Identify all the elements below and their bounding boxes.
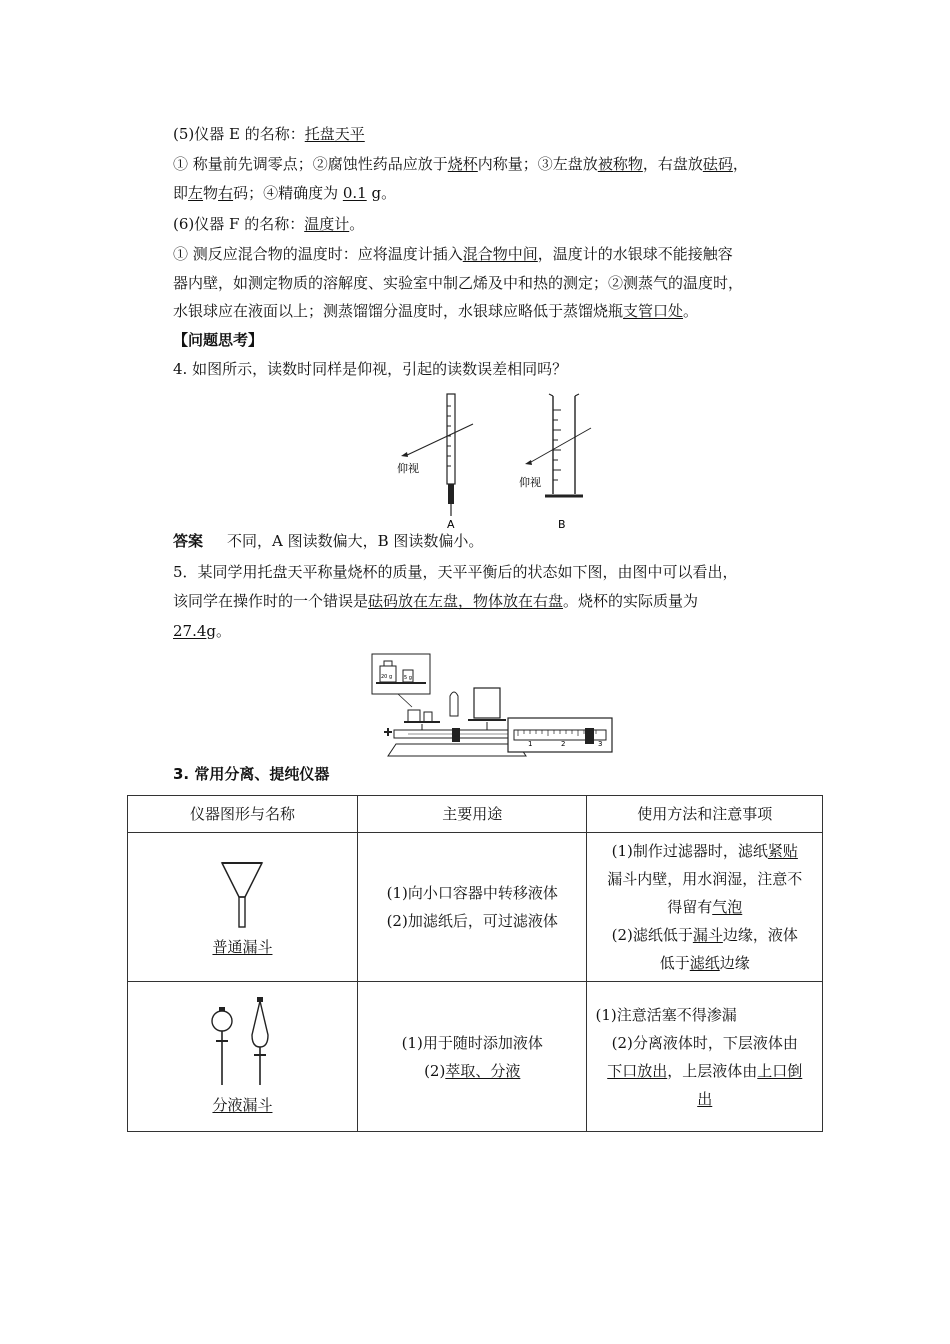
reading-figure [385,386,615,532]
note-cell-funnel: (1)制作过滤器时，滤纸紧贴 漏斗内壁，用水润湿，注意不 得留有气泡 (2)滤纸低于漏斗边缘，液体 低于滤纸边缘 [587,833,823,982]
burette-a [401,394,473,516]
instrument-cell-funnel [128,833,358,982]
section5-answer: 托盘天平 [304,125,365,143]
use-cell-sep-funnel: (1)用于随时添加液体 (2)萃取、分液 [357,982,587,1132]
fig-label-b: B [558,518,566,531]
table-row [128,833,823,982]
section5-line2: 即左物右码；④精确度为 0.1 g。 [173,184,397,202]
q5-line2: 该同学在操作时的一个错误是砝码放在左盘，物体放在右盘。烧杯的实际质量为 [173,592,699,610]
q5-line3: 27.4g。 [173,622,232,640]
sep-funnel-name: 分液漏斗 [212,1095,273,1114]
section6-line1: ① 测反应混合物的温度时：应将温度计插入混合物中间，温度计的水银球不能接触容 [173,245,733,263]
question-header: 【问题思考】 [173,331,264,349]
svg-text:3: 3 [598,740,603,748]
balance-figure [368,652,614,766]
q4-answer [173,531,483,551]
section6-title: (6)仪器 F 的名称：温度计。 [173,215,365,233]
q4-text: 4. 如图所示，读数时同样是仰视，引起的读数误差相同吗？ [173,360,568,378]
funnel-icon [212,853,272,933]
section5-title-prefix: (5)仪器 E 的名称： [173,125,305,143]
section6-answer: 温度计 [304,215,350,233]
instrument-table [127,795,823,1132]
svg-text:2: 2 [561,740,566,748]
funnel-name: 普通漏斗 [212,938,273,956]
section3-title: 3. 常用分离、提纯仪器 [173,765,330,783]
fig-label-a: A [447,518,455,531]
answer-text: 不同，A 图读数偏大，B 图读数偏小。 [227,532,484,550]
header-cell-1: 仪器图形与名称 [128,796,358,833]
note-cell-sep-funnel: (1)注意活塞不得渗漏 (2)分离液体时，下层液体由 下口放出，上层液体由上口倒 出 [587,982,823,1132]
section6-line3: 水银球应在液面以上；测蒸馏馏分温度时，水银球应略低于蒸馏烧瓶支管口处。 [173,302,699,320]
separatory-funnel-icon [202,995,282,1091]
view-label-a: 仰视 [397,462,419,475]
section6-line2: 器内壁，如测定物质的溶解度、实验室中制乙烯及中和热的测定；②测蒸气的温度时， [173,274,744,292]
weight-5-label: 5 g [404,675,412,681]
view-label-b: 仰视 [519,476,541,489]
weight-20-label: 20 g [381,674,393,680]
table-row [128,982,823,1132]
table-header-row [128,796,823,833]
answer-label: 答案 [173,532,204,550]
svg-text:1: 1 [528,740,533,748]
q5-line1: 5．某同学用托盘天平称量烧杯的质量，天平平衡后的状态如下图，由图中可以看出， [173,563,738,581]
instrument-cell-sep-funnel [128,982,358,1132]
header-cell-2: 主要用途 [357,796,587,833]
section5-line1: ① 称量前先调零点；②腐蚀性药品应放于烧杯内称量；③左盘放被称物，右盘放砝码， [173,155,748,173]
section5-title [173,124,365,144]
header-cell-3: 使用方法和注意事项 [587,796,823,833]
use-cell-funnel: (1)向小口容器中转移液体 (2)加滤纸后，可过滤液体 [357,833,587,982]
